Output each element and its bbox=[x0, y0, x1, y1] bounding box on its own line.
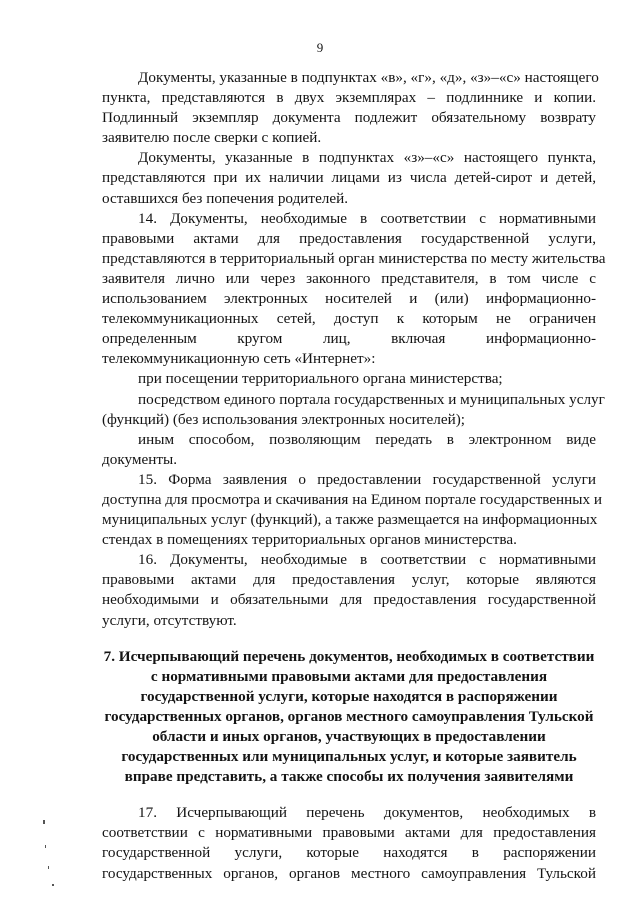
heading-line: государственных или муниципальных услуг, и которые заявитель bbox=[121, 748, 577, 766]
text-line: государственных органов, органов местного самоуправления Тульской bbox=[102, 864, 596, 882]
text-line: (функций) (без использования электронных носителей); bbox=[102, 410, 465, 428]
text-line: оставшихся без попечения родителей. bbox=[102, 189, 349, 207]
text-line: правовыми актами для предоставления государственной услуги, bbox=[102, 229, 596, 247]
document-body bbox=[102, 68, 606, 884]
text-line: стендах в помещениях территориальных органов министерства. bbox=[102, 531, 517, 549]
text-line: необходимыми и обязательными для предоставления государственной bbox=[102, 591, 596, 609]
text-line: 15. Форма заявления о предоставлении государственной услуги bbox=[138, 470, 596, 488]
text-line: использованием электронных носителей и (или) информационно- bbox=[102, 290, 596, 308]
text-line: Подлинный экземпляр документа подлежит обязательному возврату bbox=[102, 109, 596, 127]
text-line: посредством единого портала государственных и муниципальных услуг bbox=[138, 390, 605, 408]
text-line: при посещении территориального органа министерства; bbox=[138, 370, 503, 388]
paragraph bbox=[102, 148, 596, 208]
text-line: Документы, указанные в подпунктах «з»–«с» настоящего пункта, bbox=[138, 149, 596, 167]
heading-line: 7. Исчерпывающий перечень документов, необходимых в соответствии bbox=[103, 647, 595, 665]
section-gap bbox=[102, 787, 596, 803]
text-line: услуги, отсутствуют. bbox=[102, 611, 237, 629]
page-number: 9 bbox=[316, 40, 324, 55]
section-gap bbox=[102, 631, 596, 647]
scan-speck bbox=[43, 820, 45, 824]
text-line: заявителя лично или через законного представителя, в том числе с bbox=[102, 269, 596, 287]
text-line: телекоммуникационную сеть «Интернет»: bbox=[102, 350, 376, 368]
text-line: заявителю после сверки с копией. bbox=[102, 129, 322, 147]
text-line: пункта, представляются в двух экземплярах – подлиннике и копии. bbox=[102, 89, 596, 107]
heading-line: с нормативными правовыми актами для предоставления bbox=[150, 667, 548, 685]
text-line: Документы, указанные в подпунктах «в», «г», «д», «з»–«с» настоящего bbox=[138, 69, 599, 86]
text-line: доступна для просмотра и скачивания на Едином портале государственных и bbox=[102, 490, 603, 508]
paragraph bbox=[102, 550, 596, 630]
heading-line: вправе представить, а также способы их получения заявителями bbox=[124, 768, 574, 786]
section-heading bbox=[102, 647, 596, 788]
paragraph bbox=[102, 803, 596, 883]
scan-speck bbox=[45, 845, 46, 848]
text-line: иным способом, позволяющим передать в электронном виде bbox=[138, 430, 596, 448]
text-line: представляются при их наличии лицами из числа детей-сирот и детей, bbox=[102, 169, 596, 187]
paragraph bbox=[102, 68, 599, 148]
text-line: правовыми актами для предоставления услуг, которые являются bbox=[102, 571, 596, 589]
text-line: 16. Документы, необходимые в соответствии с нормативными bbox=[138, 551, 596, 569]
text-line: муниципальных услуг (функций), а также размещается на информационных bbox=[102, 511, 598, 529]
heading-line: государственных органов, органов местного самоуправления Тульской bbox=[104, 707, 594, 725]
scan-speck bbox=[52, 884, 54, 886]
paragraph bbox=[102, 470, 603, 550]
heading-line: области и иных органов, участвующих в предоставлении bbox=[152, 728, 546, 745]
text-line: определенным кругом лиц, включая информационно- bbox=[102, 330, 596, 348]
paragraph bbox=[102, 209, 606, 470]
text-line: телекоммуникационных сетей, доступ к которым не ограничен bbox=[102, 310, 596, 328]
text-line: представляются в территориальный орган министерства по месту жительства bbox=[102, 249, 606, 267]
text-line: 14. Документы, необходимые в соответствии с нормативными bbox=[138, 209, 596, 227]
text-line: государственной услуги, которые находятся в распоряжении bbox=[102, 844, 596, 862]
scan-speck bbox=[48, 866, 49, 869]
text-line: соответствии с нормативными правовыми актами для предоставления bbox=[102, 824, 596, 842]
heading-line: государственной услуги, которые находятся в распоряжении bbox=[140, 687, 558, 705]
text-line: документы. bbox=[102, 450, 177, 468]
text-line: 17. Исчерпывающий перечень документов, необходимых в bbox=[138, 804, 596, 822]
